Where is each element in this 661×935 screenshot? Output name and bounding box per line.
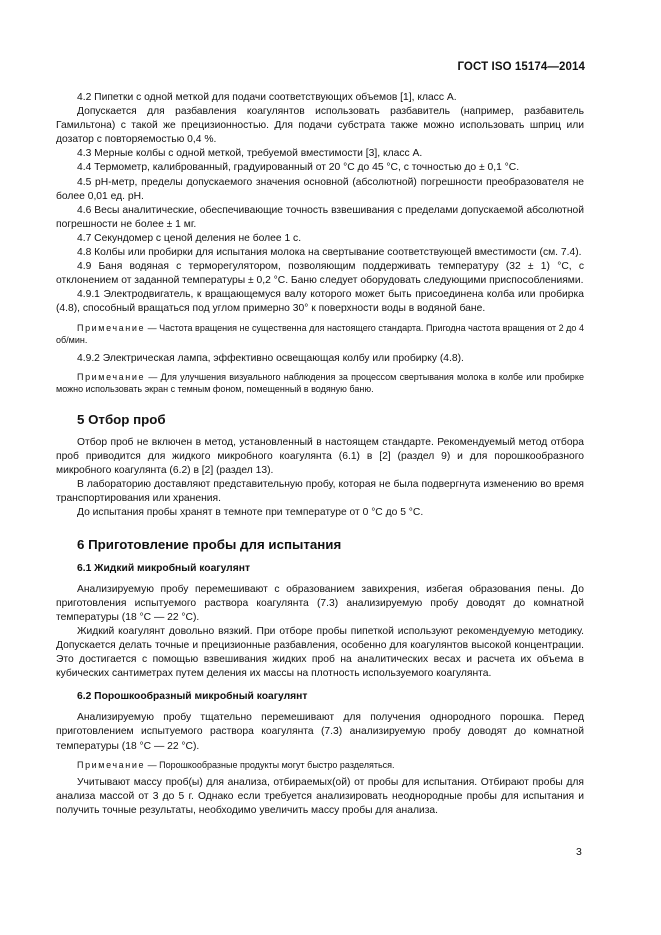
paragraph: Жидкий коагулянт довольно вязкий. При отборе пробы пипеткой используют рекомендуемую методику. Допускается делать точные и прецизионные разбавления, особенно для коагулянтов высокой концентрации. Это достигается с помощью взвешивания жидких проб на аналитических весах и расчета их объема в кубических сантиметрах путем деления их массы на плотность используемого коагулянта.: [56, 625, 584, 680]
paragraph: Отбор проб не включен в метод, установленный в настоящем стандарте. Рекомендуемый метод отбора проб приводится для жидкого микробного коагулянта (6.1) в [2] (раздел 9) и для порошкообразного микробного коагулянта (6.2) в [2] (раздел 13).: [56, 436, 584, 477]
page-number: 3: [576, 846, 582, 858]
paragraph-4-5: 4.5 pH-метр, пределы допускаемого значения основной (абсолютной) погрешности преобразователя не более 0,01 ед. pH.: [56, 176, 584, 202]
paragraph: До испытания пробы хранят в темноте при температуре от 0 °С до 5 °С.: [77, 507, 424, 519]
note-text: — Для улучшения визуального наблюдения за процессом свертывания молока в колбе или пробирке можно использовать экран с темным фоном, помещенный в водяную баню.: [56, 371, 584, 395]
note: [56, 371, 584, 396]
subsection-6-2-heading: 6.2 Порошкообразный микробный коагулянт: [77, 691, 308, 703]
section-6-heading: 6 Приготовление пробы для испытания: [77, 536, 342, 552]
paragraph: В лабораторию доставляют представительную пробу, которая не была подвергнута изменению во время транспортирования или хранения.: [56, 479, 584, 505]
note: [56, 759, 584, 772]
paragraph: Допускается для разбавления коагулянтов использовать разбавитель (например, разбавитель Гамильтона) с такой же прецизионностью. Для подачи субстрата также можно использовать шприц или дозатор с повторяемостью 0,4 %.: [56, 106, 584, 146]
subsection-6-1-heading: 6.1 Жидкий микробный коагулянт: [77, 562, 250, 574]
note-label: Примечание: [77, 322, 146, 333]
section-5-heading: 5 Отбор проб: [77, 411, 166, 427]
paragraph-4-6: 4.6 Весы аналитические, обеспечивающие точность взвешивания с пределами допускаемой абсолютной погрешности не более ± 1 мг.: [56, 204, 584, 230]
paragraph-4-2: 4.2 Пипетки с одной меткой для подачи соответствующих объемов [1], класс А.: [77, 92, 457, 103]
paragraph-4-9: 4.9 Баня водяная с терморегулятором, позволяющим поддерживать температуру (32 ± 1) °С, с отклонением от заданной температуры ± 0,2 °С. Баню следует оборудовать следующими приспособлениями.: [56, 261, 584, 287]
note-label: Примечание: [77, 371, 146, 382]
paragraph: Учитывают массу проб(ы) для анализа, отбираемых(ой) от пробы для испытания. Отбирают пробы для анализа массой от 3 до 5 г. Однако если требуется анализировать неоднородные пробы для испытания и получить точные результаты, необходимо увеличить массу пробы для анализа.: [56, 777, 584, 817]
standard-header: ГОСТ ISO 15174—2014: [457, 61, 585, 73]
note-text: — Частота вращения не существенна для настоящего стандарта. Пригодна частота вращения от 2 до 4 об/мин.: [56, 322, 584, 346]
note-text: — Порошкообразные продукты могут быстро разделяться.: [147, 759, 395, 770]
paragraph-4-9-2: 4.9.2 Электрическая лампа, эффективно освещающая колбу или пробирку (4.8).: [77, 352, 464, 364]
paragraph: Анализируемую пробу перемешивают с образованием завихрения, избегая образования пены. До приготовления испытуемого раствора коагулянта (7.3) анализируемую пробу доводят до комнатной температуры (18 °С — 22 °С).: [56, 583, 584, 623]
page-content: [56, 91, 584, 819]
paragraph-4-7: 4.7 Секундомер с ценой деления не более 1 с.: [77, 232, 302, 244]
paragraph: Анализируемую пробу тщательно перемешивают для получения однородного порошка. Перед приготовлением испытуемого раствора коагулянта (7.3) анализируемую пробу доводят до комнатной температуры (18 °С — 22 °С).: [56, 712, 584, 752]
paragraph-4-8: 4.8 Колбы или пробирки для испытания молока на свертывание соответствующей вместимости (см. 7.4).: [77, 247, 582, 259]
paragraph-4-9-1: 4.9.1 Электродвигатель, к вращающемуся валу которого может быть присоединена колба или пробирка (4.8), способный вращаться под углом примерно 30° к поверхности воды в водяной бане.: [56, 289, 584, 315]
paragraph-4-4: 4.4 Термометр, калиброванный, градуированный от 20 °С до 45 °С, с точностью до ± 0,1 °С.: [77, 162, 520, 174]
note: [56, 322, 584, 347]
paragraph-4-3: 4.3 Мерные колбы с одной меткой, требуемой вместимости [3], класс А.: [77, 148, 423, 160]
note-label: Примечание: [77, 759, 146, 770]
